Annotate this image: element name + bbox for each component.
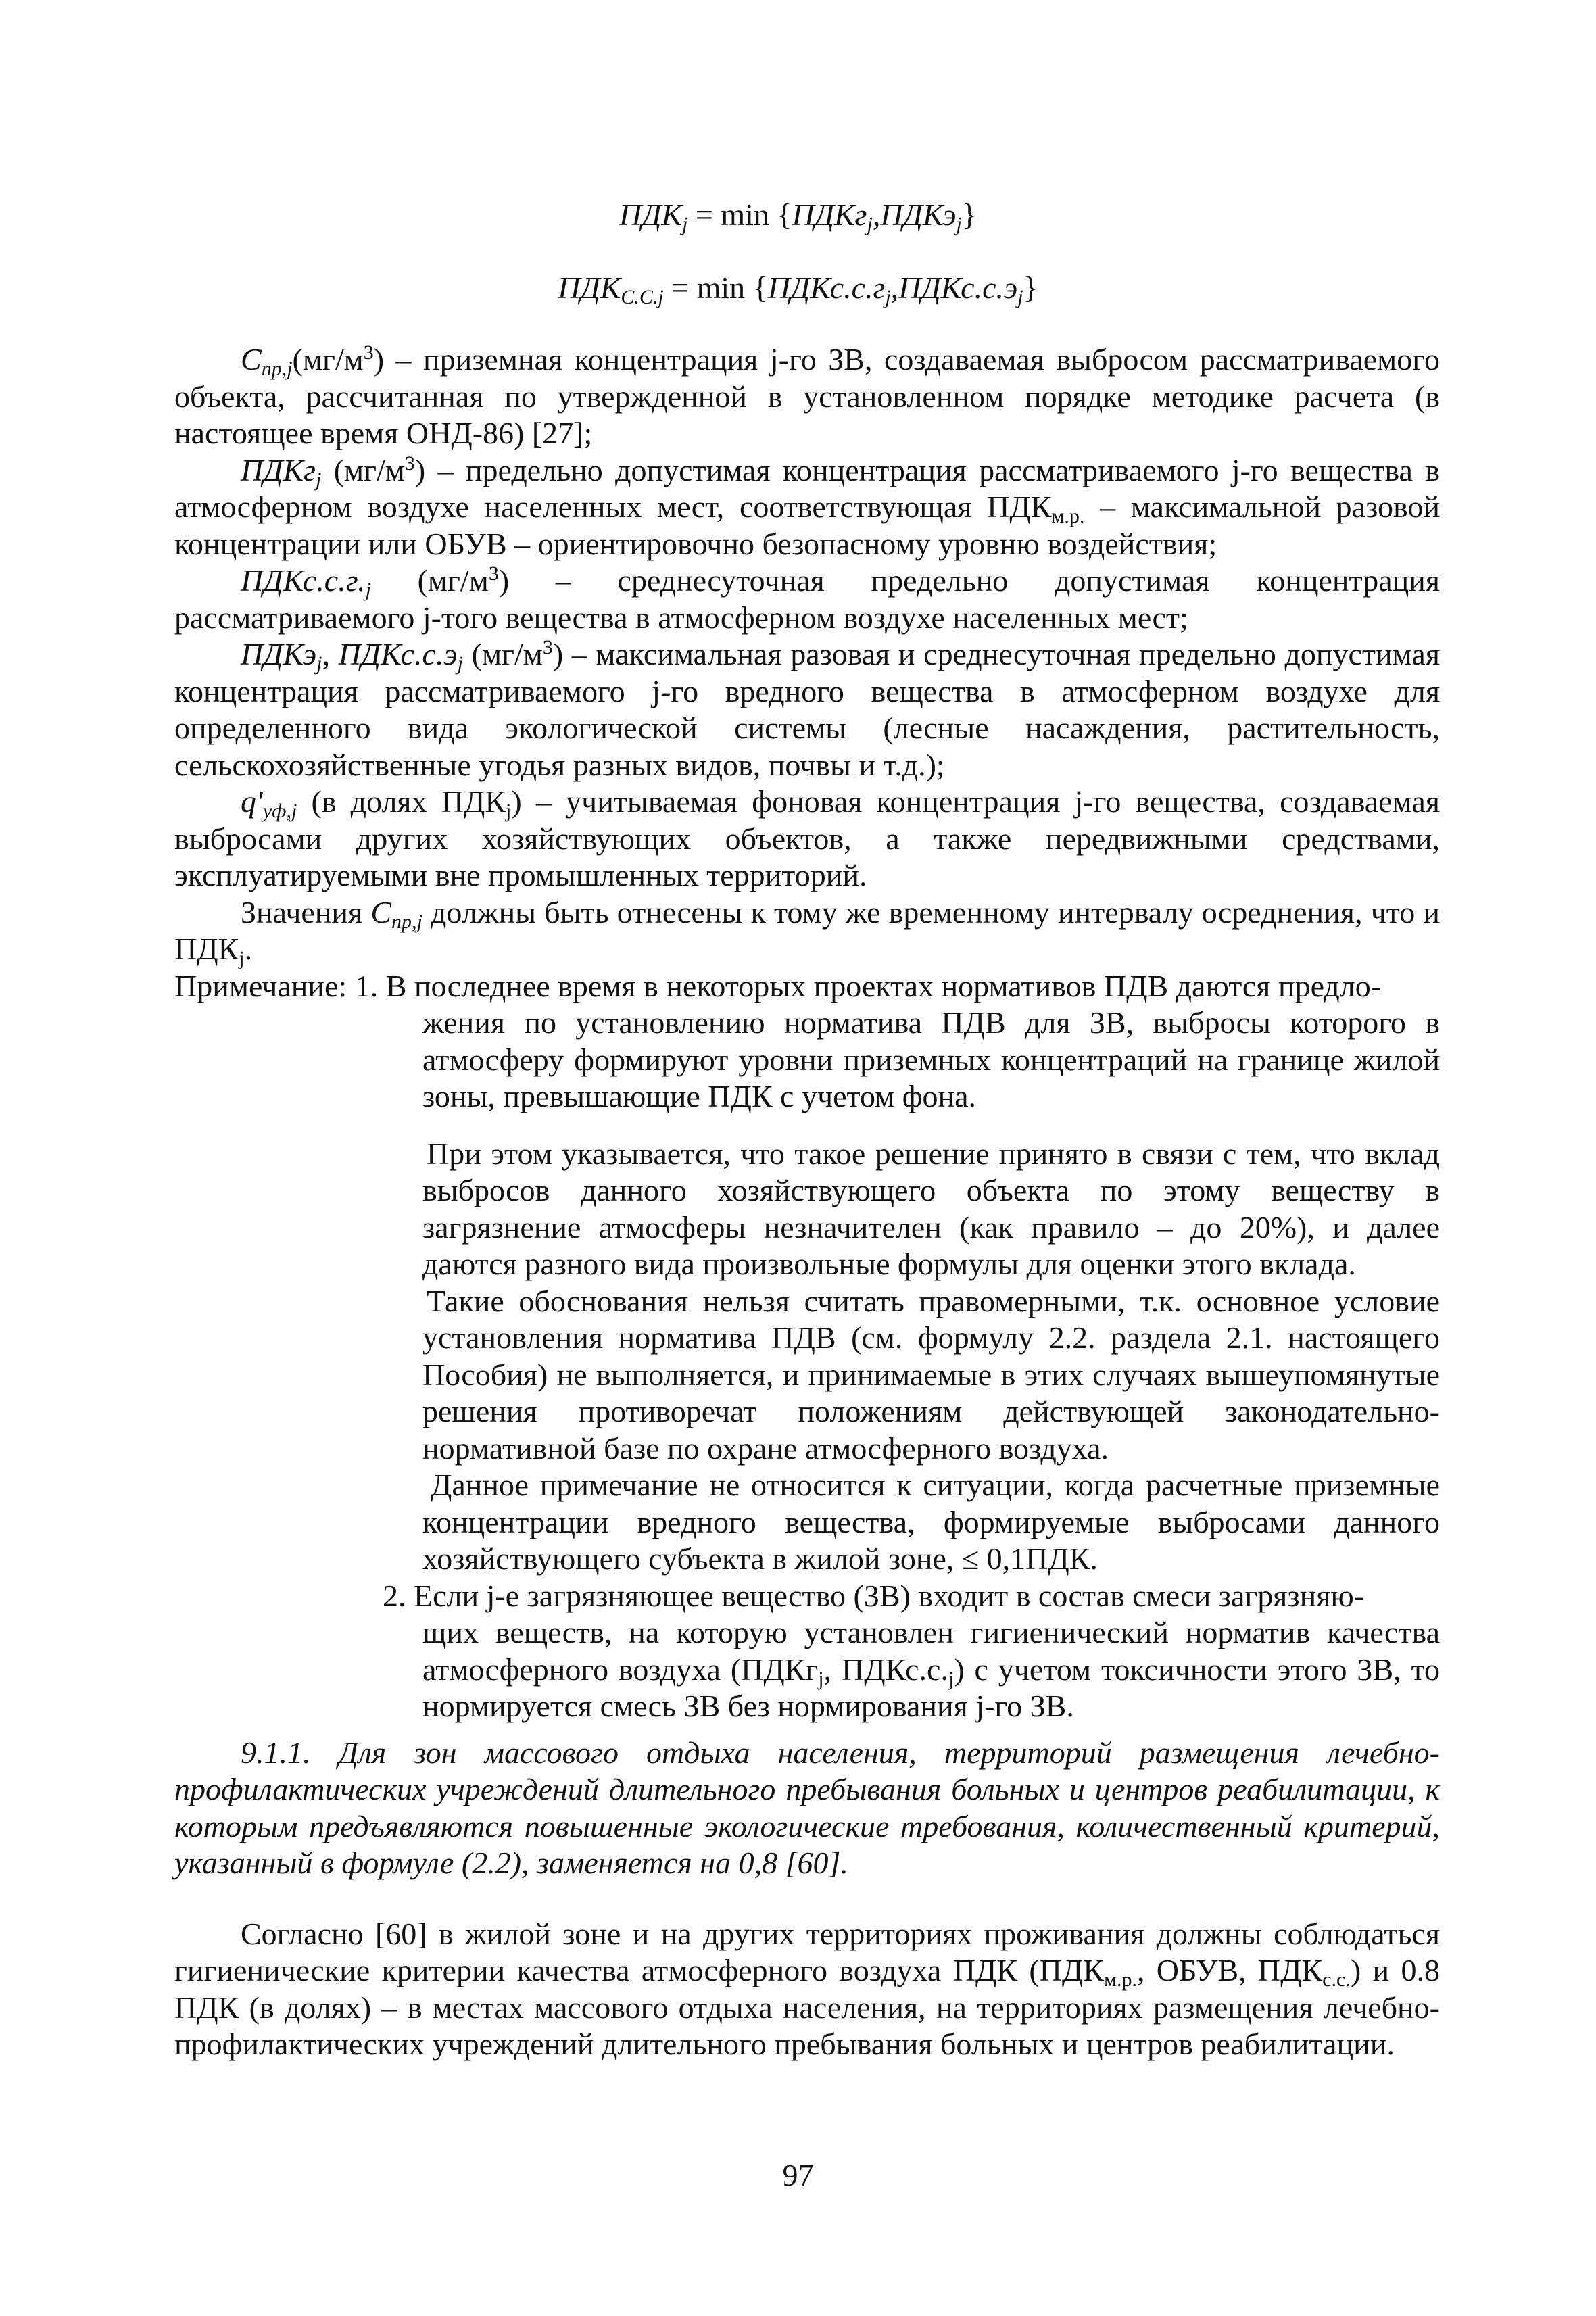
formula-subscript: j	[867, 213, 873, 235]
note-2-continuation	[422, 1614, 1440, 1725]
symbol: ПДКс.с.г.	[241, 563, 366, 598]
subscript: м.р.	[1051, 505, 1085, 527]
formula-symbol: ПДКг	[792, 197, 867, 232]
formula-brace: }	[961, 197, 977, 232]
formula-symbol: ПДКс.с.г	[767, 270, 886, 305]
paragraph-text: ) и 0.8 ПДК (в долях) – в местах массового отдыха населения, на территориях размещения лечебно-профилактических учреждений длительного пребывания больных и центров реабилитации.	[174, 1953, 1441, 2061]
subscript: пр,j	[391, 910, 422, 933]
subscript: j	[818, 1667, 824, 1690]
unit: (мг/м	[370, 563, 489, 598]
final-paragraph	[174, 1916, 1440, 2063]
subscript: с.с.	[1322, 1969, 1351, 1991]
superscript: 3	[488, 562, 499, 585]
subscript: уф,j	[262, 800, 297, 822]
note-1-paragraph-3: Такие обоснования нельзя считать правомерными, т.к. основное условие установления норматива ПДВ (см. формулу 2.2. раздела 2.1. настоящего Пособия) не выполняется, и принимаемые в этих случаях вышеупомянутые решения противоречат положениям действующей законодательно-нормативной базе по охране атмосферного воздуха.	[422, 1283, 1440, 1466]
definition-text: ) – предельно допустимая концентрация рассматриваемого j-го вещества в атмосферном воздухе населенных мест, соответствующая ПДК	[174, 452, 1440, 524]
section-9-1-1: 9.1.1. Для зон массового отдыха населения, территорий размещения лечебно-профилактических учреждений длительного пребывания больных и центров реабилитации, к которым предъявляются повышенные экологические требования, количественный критерий, указанный в формуле (2.2), заменяется на 0,8 [60].	[174, 1735, 1440, 1880]
note-text: Примечание: 1. В последнее время в некоторых проектах нормативов ПДВ даются предло-	[174, 968, 1382, 1003]
subscript: j	[457, 652, 464, 675]
formula-subscript: j	[956, 213, 962, 235]
subscript: пр,j	[261, 358, 293, 380]
body-text	[174, 341, 1440, 2063]
subscript: j	[316, 652, 322, 675]
punctuation: .	[244, 932, 253, 966]
subscript: j	[315, 468, 322, 491]
separator: ,	[322, 637, 339, 671]
superscript: 3	[404, 452, 415, 475]
formula-subscript: С.С.j	[621, 286, 664, 308]
formula-subscript: j	[682, 213, 688, 235]
symbol: ПДКс.с.э	[338, 637, 458, 671]
definition-pdk-g	[174, 452, 1440, 563]
note-text: ) с учетом токсичности этого ЗВ, то нормируется смесь ЗВ без нормирования j-го ЗВ.	[422, 1651, 1441, 1723]
symbol: ПДКэ	[241, 637, 317, 671]
unit: (мг/м	[321, 452, 405, 487]
formula-operator: = min {	[687, 197, 792, 232]
formula-comma: ,	[872, 197, 881, 232]
formula-pdk-ss-j	[0, 269, 1596, 307]
formula-comma: ,	[890, 270, 899, 305]
subscript: j	[948, 1667, 954, 1690]
formula-symbol: ПДКс.с.э	[898, 270, 1018, 305]
unit: (в долях ПДК	[297, 784, 506, 819]
paragraph-text: Согласно [60] в жилой зоне и на других территориях проживания должны соблюдаться гигиенические критерии качества атмосферного воздуха ПДК (ПДК	[174, 1916, 1440, 1987]
formula-subscript: j	[1017, 286, 1023, 308]
values-paragraph	[174, 894, 1440, 968]
note-2-header: 2. Если j-е загрязняющее вещество (ЗВ) входит в состав смеси загрязняю-	[383, 1578, 1365, 1613]
definition-text: ) – учитываемая фоновая концентрация j-го вещества, создаваемая выбросами других хозяйствующих объектов, а также передвижными средствами, эксплуатируемыми вне промышленных территорий.	[174, 784, 1440, 892]
definition-text: ) – приземная концентрация j-го ЗВ, создаваемая выбросом рассматриваемого объекта, рассчитанная по утвержденной в установленном порядке методике расчета (в настоящее время ОНД-86) [27];	[174, 342, 1440, 450]
formula-pdk-j	[0, 196, 1596, 234]
subscript: м.р.	[1103, 1969, 1137, 1991]
formula-symbol: ПДК	[619, 197, 683, 232]
note-1-continuation: жения по установлению норматива ПДВ для ЗВ, выбросы которого в атмосферу формируют уровни приземных концентраций на границе жилой зоны, превышающие ПДК с учетом фона.	[422, 1005, 1440, 1113]
symbol: q'	[241, 784, 263, 819]
note-text: щих веществ, на которую установлен гигиенический норматив качества атмосферного воздуха (ПДКг	[422, 1615, 1440, 1687]
formula-symbol: ПДКэ	[880, 197, 957, 232]
definition-text: ) – среднесуточная предельно допустимая концентрация рассматриваемого j-того вещества в атмосферном воздухе населенных мест;	[174, 563, 1441, 635]
unit: (мг/м	[292, 342, 364, 377]
note-header	[174, 968, 1440, 1005]
formula-operator: = min {	[663, 270, 768, 305]
note-1-paragraph-2: При этом указывается, что такое решение принято в связи с тем, что вклад выбросов данного хозяйствующего объекта по этому веществу в загрязнение атмосферы незначителен (как правило – до 20%), и далее даются разного вида произвольные формулы для оценки этого вклада.	[422, 1136, 1440, 1281]
superscript: 3	[363, 341, 374, 364]
subscript: j	[239, 947, 245, 969]
subscript: j	[506, 800, 512, 822]
definition-q-uf	[174, 783, 1440, 894]
definition-text: – максимальной разовой концентрации или ОБУВ – ориентировочно безопасному уровню воздействия;	[174, 489, 1441, 561]
formula-symbol: ПДК	[558, 270, 621, 305]
definition-text: ) – максимальная разовая и среднесуточная предельно допустимая концентрация рассматриваемого j-го вредного вещества в атмосферном воздухе для определенного вида экологической системы (лесные насаждения, растительность, сельскохозяйственные угодья разных видов, почвы и т.д.);	[174, 637, 1441, 782]
paragraph-text: должны быть отнесены к тому же временному интервалу осреднения, что и ПДК	[174, 894, 1440, 966]
paragraph-text: , ОБУВ, ПДК	[1136, 1953, 1323, 1987]
definition-pdk-e	[174, 636, 1440, 783]
paragraph-text: Значения	[241, 894, 371, 930]
definition-c-pr	[174, 341, 1440, 452]
unit: (мг/м	[463, 637, 543, 671]
superscript: 3	[542, 636, 553, 658]
formula-brace: }	[1023, 270, 1038, 305]
symbol: ПДКг	[241, 452, 316, 487]
formula-subscript: j	[885, 286, 891, 308]
note-text: , ПДКс.с.	[823, 1651, 948, 1687]
subscript: j	[365, 579, 371, 601]
symbol: С	[241, 342, 262, 377]
page-number: 97	[782, 2158, 814, 2192]
note-1-paragraph-4: Данное примечание не относится к ситуации, когда расчетные приземные концентрации вредного вещества, формируемые выбросами данного хозяйствующего субъекта в жилой зоне, ≤ 0,1ПДК.	[422, 1468, 1440, 1576]
symbol: С	[370, 894, 392, 930]
definition-pdk-ss-g	[174, 562, 1440, 636]
